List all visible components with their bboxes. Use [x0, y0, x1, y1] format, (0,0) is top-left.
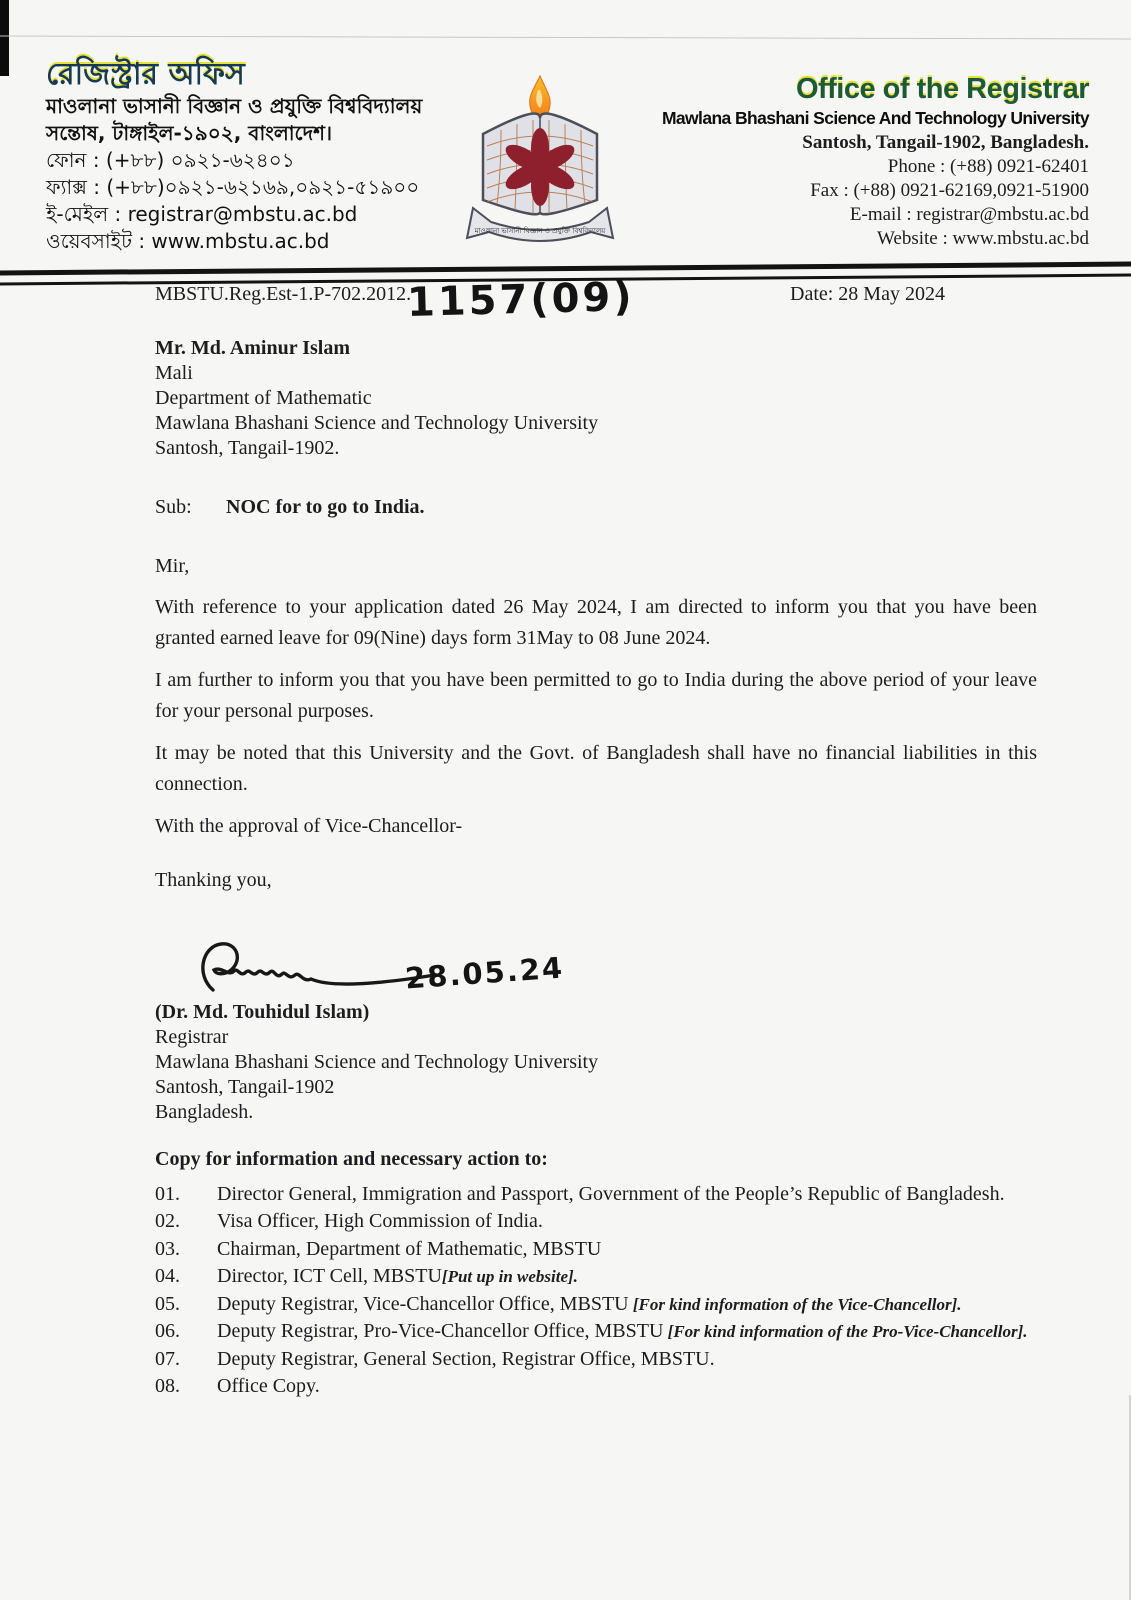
signer-country: Bangladesh.: [155, 1100, 254, 1123]
handwritten-dispatch-number: 1157(09): [406, 274, 636, 326]
letterhead: [46, 58, 1089, 255]
office-title-english: Office of the Registrar: [795, 73, 1089, 105]
body-paragraph-4: With the approval of Vice-Chancellor-: [155, 815, 463, 837]
letterhead-english-block: [639, 58, 1089, 255]
cc-item-text: Deputy Registrar, Vice-Chancellor Office, MBSTU: [217, 1292, 629, 1315]
address-bengali: সন্তোষ, টাঙ্গাইল-১৯০২, বাংলাদেশ।: [46, 120, 333, 145]
address-english: Santosh, Tangail-1902, Bangladesh.: [802, 132, 1089, 154]
body-paragraph-3: It may be noted that this University and the Govt. of Bangladesh shall have no financial liabilities in this connection.: [155, 742, 1037, 795]
body-paragraph-2: I am further to inform you that you have been permitted to go to India during the above period of your leave for your personal purposes.: [155, 669, 1037, 722]
cc-item-text: Visa Officer, High Commission of India.: [217, 1210, 543, 1232]
cc-item-number: 01.: [155, 1182, 180, 1205]
university-name-bengali: মাওলানা ভাসানী বিজ্ঞান ও প্রযুক্তি বিশ্ববিদ্যালয়: [46, 93, 423, 118]
fax-english: Fax : (+88) 0921-62169,0921-51900: [810, 180, 1089, 202]
cc-item-text: Office Copy.: [217, 1375, 320, 1397]
subject-text: NOC for to go to India.: [226, 496, 425, 518]
subject-line: [155, 496, 1037, 519]
cc-item-number: 08.: [155, 1375, 180, 1397]
signature-block: [155, 934, 1037, 1000]
cc-item-text: Chairman, Department of Mathematic, MBSTU: [217, 1237, 602, 1260]
cc-item: [155, 1318, 1037, 1346]
cc-list: [155, 1181, 1037, 1401]
office-title-bengali: রেজিস্ট্রার অফিস: [46, 57, 245, 92]
university-crest-logo: [445, 72, 635, 254]
cc-heading: Copy for information and necessary action to:: [155, 1147, 548, 1170]
cc-item-text: Deputy Registrar, Pro-Vice-Chancellor Office, MBSTU: [217, 1320, 664, 1342]
body-paragraph-1: With reference to your application dated 26 May 2024, I am directed to inform you that you have been granted earned leave for 09(Nine) days form 31May to 08 June 2024.: [155, 596, 1037, 649]
cc-item: [155, 1181, 1037, 1209]
recipient-designation: Mali: [155, 362, 193, 384]
cc-item-number: 06.: [155, 1320, 180, 1342]
cc-item: [155, 1373, 1037, 1401]
cc-item: [155, 1263, 1037, 1291]
scan-artifact-left-edge: [0, 0, 9, 76]
salutation: Mir,: [155, 555, 190, 577]
letterhead-bengali-block: [46, 58, 441, 255]
cc-item: [155, 1236, 1037, 1264]
email-english: E-mail : registrar@mbstu.ac.bd: [849, 204, 1089, 226]
signer-title: Registrar: [155, 1025, 229, 1048]
cc-item: [155, 1346, 1037, 1374]
cc-item-number: 03.: [155, 1237, 180, 1260]
website-english: Website : www.mbstu.ac.bd: [876, 228, 1089, 250]
cc-item-number: 07.: [155, 1347, 180, 1370]
cc-item-text: Deputy Registrar, General Section, Registrar Office, MBSTU.: [217, 1347, 715, 1370]
recipient-department: Department of Mathematic: [155, 387, 372, 409]
letterhead-logo-wrap: [441, 58, 639, 255]
scan-artifact-top-line: [0, 36, 1131, 40]
recipient-address: Santosh, Tangail-1902.: [155, 437, 340, 459]
signer-block: [155, 1000, 1037, 1125]
cc-item-text: Director General, Immigration and Passport, Government of the People’s Republic of Bangladesh.: [217, 1182, 1005, 1205]
memo-reference-number: MBSTU.Reg.Est-1.P-702.2012.: [155, 283, 412, 305]
recipient-university: Mawlana Bhashani Science and Technology University: [155, 412, 599, 434]
phone-bengali: ফোন : (+৮৮) ০৯২১-৬২৪০১: [46, 147, 295, 172]
crest-banner-text: মাওলানা ভাসানী বিজ্ঞান ও প্রযুক্তি বিশ্ববিদ্যালয়: [474, 227, 606, 235]
cc-item-number: 05.: [155, 1292, 180, 1315]
website-bengali: ওয়েবসাইট : www.mbstu.ac.bd: [46, 228, 330, 253]
subject-label: Sub:: [155, 496, 192, 518]
signer-organization: Mawlana Bhashani Science and Technology University: [155, 1050, 599, 1073]
fax-bengali: ফ্যাক্স : (+৮৮)০৯২১-৬২১৬৯,০৯২১-৫১৯০০: [46, 174, 420, 199]
handwritten-signature-date: 28.05.24: [404, 949, 566, 996]
signer-address: Santosh, Tangail-1902: [155, 1075, 335, 1098]
cc-item-number: 02.: [155, 1210, 180, 1232]
university-name-english: Mawlana Bhashani Science And Technology University: [661, 108, 1089, 129]
cc-item: [155, 1208, 1037, 1236]
recipient-block: [155, 336, 1037, 461]
cc-item-text: Director, ICT Cell, MBSTU: [217, 1265, 442, 1287]
cc-item-note: [For kind information of the Pro-Vice-Chancellor].: [663, 1322, 1028, 1341]
phone-english: Phone : (+88) 0921-62401: [887, 156, 1089, 178]
closing-line: Thanking you,: [155, 868, 272, 891]
cc-item-number: 04.: [155, 1265, 180, 1287]
signer-name: (Dr. Md. Touhidul Islam): [155, 1000, 370, 1023]
cc-item: [155, 1291, 1037, 1319]
recipient-name: Mr. Md. Aminur Islam: [155, 337, 351, 359]
letter-body: [155, 336, 1037, 1401]
cc-item-note: [For kind information of the Vice-Chancellor].: [628, 1294, 962, 1314]
cc-item-note: [Put up in website].: [441, 1267, 578, 1286]
letter-date: Date: 28 May 2024: [790, 283, 945, 305]
email-bengali: ই-মেইল : registrar@mbstu.ac.bd: [46, 201, 358, 226]
